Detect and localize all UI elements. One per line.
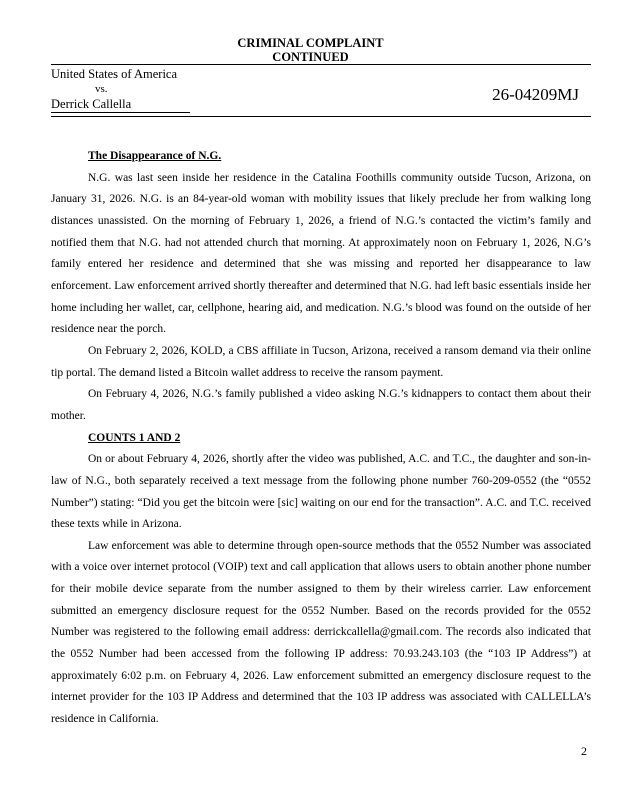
caption-divider <box>51 112 190 113</box>
document-subtitle: CONTINUED <box>272 50 349 64</box>
paragraph: On or about February 4, 2026, shortly after the video was published, A.C. and T.C., the daughter and son-in-law of N.G., both separately received a text message from the following phone number 760-209-0552 (the “0552 Number”) stating: “Did you get the bitcoin were [sic] waiting on our end for the transaction”. A.C. and T.C. received these texts while in Arizona. <box>51 453 591 531</box>
page-number: 2 <box>581 744 587 758</box>
header-rule-top <box>51 64 591 65</box>
caption-defendant: Derrick Callella <box>51 97 132 111</box>
paragraph: Law enforcement was able to determine through open-source methods that the 0552 Number was associated with a voice over internet protocol (VOIP) text and call application that allows users to obtain another phone number for their mobile device separate from the number assigned to them by their wireless carrier. Law enforcement submitted an emergency disclosure request for the 0552 Number. Based on the records provided for the 0552 Number was registered to the following email address: derrickcallella@gmail.com. The records also indicated that the 0552 Number had been accessed from the following IP address: 70.93.243.103 (the “103 IP Address”) at approximately 6:02 p.m. on February 4, 2026. Law enforcement submitted an emergency disclosure request to the internet provider for the 103 IP Address and determined that the 103 IP address was associated with CALLELLA’s residence in California. <box>51 539 591 726</box>
paragraph: On February 2, 2026, KOLD, a CBS affiliate in Tucson, Arizona, received a ransom demand via their online tip portal. The demand listed a Bitcoin wallet address to receive the ransom payment. <box>51 344 591 379</box>
section-heading-counts: COUNTS 1 AND 2 <box>88 431 181 444</box>
caption-plaintiff: United States of America <box>51 67 178 81</box>
document-title: CRIMINAL COMPLAINT <box>237 36 384 50</box>
case-number: 26-04209MJ <box>492 85 579 104</box>
caption-versus: vs. <box>95 83 108 95</box>
header-rule-bottom <box>51 116 591 117</box>
paragraph: On February 4, 2026, N.G.’s family published a video asking N.G.’s kidnappers to contact them about their mother. <box>51 388 591 422</box>
paragraph: N.G. was last seen inside her residence in the Catalina Foothills community outside Tucson, Arizona, on January 31, 2026. N.G. is an 84-year-old woman with mobility issues that likely preclude her from walking long distances unassisted. On the morning of February 1, 2026, a friend of N.G.’s contacted the victim’s family and notified them that N.G. had not attended church that morning. At approximately noon on February 1, 2026, N.G’s family entered her residence and determined that she was missing and reported her disappearance to law enforcement. Law enforcement arrived shortly thereafter and determined that N.G. had left basic essentials inside her home including her wallet, car, cellphone, hearing aid, and medication. N.G.’s blood was found on the outside of her residence near the porch. <box>51 171 591 336</box>
section-heading-disappearance: The Disappearance of N.G. <box>88 150 222 162</box>
complaint-body <box>51 146 591 731</box>
